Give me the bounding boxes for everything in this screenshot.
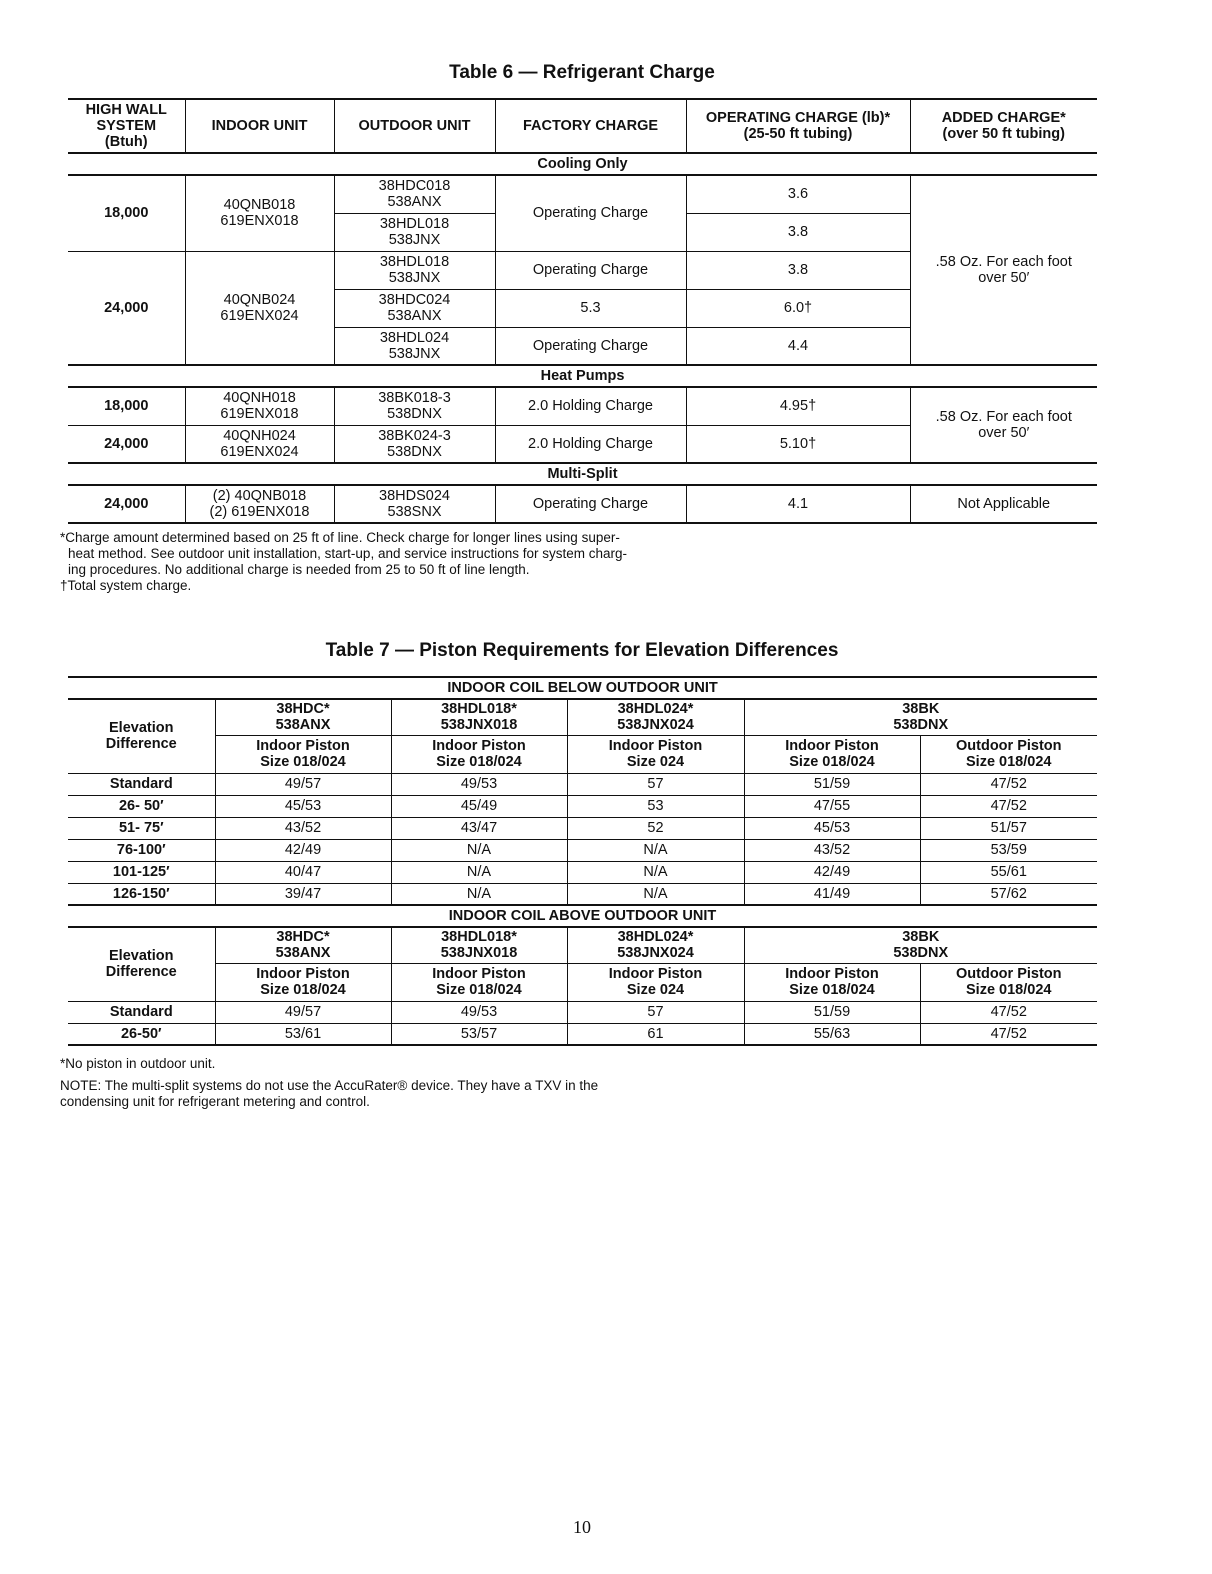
value-cell: 40/47: [215, 861, 391, 883]
model-header: [215, 927, 391, 963]
outdoor-unit: [334, 485, 495, 523]
table7-notes: [60, 1056, 780, 1110]
cell-line: 38HDC*: [276, 929, 330, 946]
indoor-unit: [185, 425, 334, 463]
value-cell: 42/49: [215, 839, 391, 861]
factory-charge: 2.0 Holding Charge: [495, 425, 686, 463]
cell-line: over 50′: [978, 270, 1030, 286]
header-line: SYSTEM: [96, 118, 157, 134]
section-cooling-only: Cooling Only: [68, 153, 1097, 175]
indoor-unit: [185, 251, 334, 365]
value-cell: 53/57: [391, 1023, 567, 1045]
note-line: †Total system charge.: [60, 578, 192, 593]
cell-line: 538ANX: [275, 945, 331, 962]
cell-line: 40QNB018: [223, 197, 296, 214]
value-cell: 57: [567, 773, 744, 795]
cell-line: Difference: [105, 736, 177, 753]
value-cell: 43/47: [391, 817, 567, 839]
cell-line: 38HDL018*: [441, 701, 517, 718]
system-18000: 18,000: [68, 387, 185, 425]
outdoor-unit: [334, 387, 495, 425]
cell-line: 538JNX024: [617, 717, 694, 734]
elevation-cell: 76-100′: [68, 839, 215, 861]
outdoor-unit: [334, 425, 495, 463]
cell-line: Indoor Piston: [432, 738, 526, 754]
header-line: (25-50 ft tubing): [743, 126, 853, 142]
cell-line: 538DNX: [387, 406, 442, 423]
cell-line: Size 018/024: [789, 754, 875, 770]
elevation-cell: Standard: [68, 773, 215, 795]
cell-line: 538DNX: [893, 945, 949, 962]
piston-header: [391, 963, 567, 1001]
value-cell: 55/63: [744, 1023, 920, 1045]
header-outdoor-unit: OUTDOOR UNIT: [334, 99, 495, 153]
value-cell: 45/49: [391, 795, 567, 817]
cell-line: 619ENX024: [220, 307, 299, 324]
value-cell: 43/52: [744, 839, 920, 861]
cell-line: 38HDL024: [379, 329, 450, 346]
elevation-cell: 51- 75′: [68, 817, 215, 839]
cell-line: over 50′: [978, 425, 1030, 441]
value-cell: 45/53: [744, 817, 920, 839]
cell-line: 40QNH024: [223, 427, 296, 444]
cell-line: 538DNX: [387, 443, 442, 460]
value-cell: 47/52: [920, 795, 1097, 817]
cell-line: 38BK024-3: [378, 427, 451, 444]
table-row: [68, 883, 1097, 905]
cell-line: Size 018/024: [789, 982, 875, 998]
value-cell: 52: [567, 817, 744, 839]
value-cell: 51/59: [744, 1001, 920, 1023]
cell-line: Size 018/024: [966, 982, 1052, 998]
system-24000: 24,000: [68, 251, 185, 365]
cell-line: Elevation: [109, 948, 174, 965]
indoor-unit: [185, 485, 334, 523]
model-header: [744, 927, 1097, 963]
cell-line: 538ANX: [275, 717, 331, 734]
cell-line: Outdoor Piston: [956, 966, 1062, 982]
value-cell: 49/53: [391, 1001, 567, 1023]
value-cell: 49/53: [391, 773, 567, 795]
operating-charge: 3.8: [686, 213, 910, 251]
value-cell: N/A: [391, 883, 567, 905]
header-added-charge: [910, 99, 1097, 153]
cell-line: 38HDS024: [379, 488, 450, 504]
factory-charge: Operating Charge: [495, 175, 686, 251]
section-multi-split: Multi-Split: [68, 463, 1097, 485]
cell-line: 38HDL024*: [617, 929, 694, 946]
value-cell: 43/52: [215, 817, 391, 839]
table-row: [68, 795, 1097, 817]
elevation-cell: 26-50′: [68, 1023, 215, 1045]
section-indoor-coil-below: INDOOR COIL BELOW OUTDOOR UNIT: [68, 677, 1097, 699]
note-line: condensing unit for refrigerant metering and control.: [60, 1094, 370, 1109]
elevation-cell: 126-150′: [112, 885, 170, 902]
cell-line: 619ENX018: [220, 213, 299, 230]
piston-header: [391, 735, 567, 773]
value-cell: 57/62: [920, 883, 1097, 905]
cell-line: 38HDL024*: [617, 701, 694, 718]
value-cell: N/A: [567, 861, 744, 883]
table-row: [68, 1001, 1097, 1023]
cell-line: Size 018/024: [260, 982, 346, 998]
value-cell: 53/59: [920, 839, 1097, 861]
refrigerant-charge-table: [68, 98, 1097, 524]
note-line: *Charge amount determined based on 25 ft of line. Check charge for longer lines using super-: [60, 530, 620, 545]
table-row: [68, 773, 1097, 795]
cell-line: Size 018/024: [260, 754, 346, 770]
elevation-cell: 26- 50′: [68, 795, 215, 817]
system-24000: 24,000: [68, 485, 185, 523]
piston-header: [567, 963, 744, 1001]
header-system: [68, 99, 185, 153]
cell-line: Size 018/024: [436, 754, 522, 770]
system-18000: 18,000: [68, 175, 185, 251]
factory-charge: 5.3: [495, 289, 686, 327]
value-cell: N/A: [567, 839, 744, 861]
table-row: [68, 861, 1097, 883]
cell-line: 40QNH018: [223, 390, 296, 407]
model-header: [567, 699, 744, 735]
value-cell: N/A: [567, 883, 744, 905]
model-header: [391, 927, 567, 963]
value-cell: 47/55: [744, 795, 920, 817]
piston-header: [744, 963, 920, 1001]
added-charge: [910, 175, 1097, 365]
cell-line: Difference: [105, 964, 177, 981]
operating-charge: 3.8: [686, 251, 910, 289]
value-cell: 47/52: [920, 773, 1097, 795]
header-indoor-unit: INDOOR UNIT: [185, 99, 334, 153]
elevation-difference-header: [68, 927, 215, 1001]
header-line: (Btuh): [104, 134, 148, 150]
added-charge: Not Applicable: [910, 485, 1097, 523]
cell-line: Indoor Piston: [608, 738, 703, 754]
piston-header: [215, 735, 391, 773]
outdoor-unit: [334, 175, 495, 213]
table6-notes: [60, 530, 780, 594]
cell-line: Indoor Piston: [432, 966, 526, 982]
outdoor-unit: [334, 289, 495, 327]
operating-charge: 5.10†: [686, 425, 910, 463]
factory-charge: Operating Charge: [495, 485, 686, 523]
indoor-unit: [185, 175, 334, 251]
note-line: heat method. See outdoor unit installation, start-up, and service instructions for system charg-: [68, 546, 628, 561]
cell-line: 38HDL018*: [441, 929, 517, 946]
table-row: [68, 1023, 1097, 1045]
cell-line: 619ENX018: [220, 406, 299, 423]
outdoor-unit: [334, 327, 495, 365]
value-cell: 42/49: [744, 861, 920, 883]
model-header: [744, 699, 1097, 735]
model-header: [391, 699, 567, 735]
operating-charge: 4.4: [686, 327, 910, 365]
cell-line: Indoor Piston: [256, 966, 350, 982]
header-operating-charge: [686, 99, 910, 153]
value-cell: 47/52: [920, 1023, 1097, 1045]
cell-line: .58 Oz. For each foot: [935, 254, 1072, 270]
header-line: OPERATING CHARGE (lb)*: [705, 110, 891, 126]
cell-line: 38BK: [902, 701, 940, 718]
factory-charge: Operating Charge: [495, 327, 686, 365]
table-row: [68, 839, 1097, 861]
value-cell: 51/57: [920, 817, 1097, 839]
cell-line: 38BK: [902, 929, 940, 946]
operating-charge: 6.0†: [686, 289, 910, 327]
page-number: 10: [573, 1517, 591, 1537]
value-cell: 61: [567, 1023, 744, 1045]
cell-line: 38HDL018: [379, 216, 450, 232]
value-cell: 51/59: [744, 773, 920, 795]
cell-line: 38BK018-3: [378, 390, 451, 407]
value-cell: 49/57: [215, 773, 391, 795]
elevation-difference-header: [68, 699, 215, 773]
cell-line: Indoor Piston: [256, 738, 350, 754]
cell-line: 40QNB024: [223, 291, 296, 308]
value-cell: 39/47: [215, 883, 391, 905]
cell-line: Indoor Piston: [608, 966, 703, 982]
piston-header: [567, 735, 744, 773]
cell-line: 538ANX: [387, 194, 442, 211]
cell-line: 538SNX: [387, 504, 442, 520]
header-factory-charge: FACTORY CHARGE: [495, 99, 686, 153]
cell-line: 619ENX024: [220, 443, 299, 460]
cell-line: 38HDC018: [378, 178, 451, 195]
note-line: NOTE: The multi-split systems do not use the AccuRater® device. They have a TXV in the: [60, 1078, 599, 1093]
value-cell: 53: [567, 795, 744, 817]
cell-line: 538JNX: [388, 345, 441, 362]
operating-charge: 4.1: [686, 485, 910, 523]
value-cell: N/A: [391, 861, 567, 883]
factory-charge: 2.0 Holding Charge: [495, 387, 686, 425]
cell-line: (2) 619ENX018: [209, 504, 310, 520]
cell-line: Size 018/024: [966, 754, 1052, 770]
model-header: [567, 927, 744, 963]
cell-line: Outdoor Piston: [956, 738, 1062, 754]
cell-line: Size 024: [626, 982, 685, 998]
outdoor-unit: [334, 213, 495, 251]
system-24000: 24,000: [104, 435, 149, 452]
cell-line: (2) 40QNB018: [212, 488, 307, 504]
table6-title: Table 6 — Refrigerant Charge: [449, 62, 715, 83]
factory-charge: Operating Charge: [495, 251, 686, 289]
piston-header: [920, 735, 1097, 773]
section-indoor-coil-above: INDOOR COIL ABOVE OUTDOOR UNIT: [68, 905, 1097, 927]
cell-line: Size 018/024: [436, 982, 522, 998]
piston-header: [215, 963, 391, 1001]
cell-line: 38HDL018: [379, 254, 450, 270]
cell-line: .58 Oz. For each foot: [935, 409, 1072, 425]
operating-charge: 3.6: [686, 175, 910, 213]
piston-header: [744, 735, 920, 773]
cell-line: 38HDC024: [378, 292, 451, 308]
piston-header: [920, 963, 1097, 1001]
elevation-cell: Standard: [68, 1001, 215, 1023]
value-cell: 55/61: [920, 861, 1097, 883]
section-heat-pumps: Heat Pumps: [68, 365, 1097, 387]
operating-charge: 4.95†: [686, 387, 910, 425]
model-header: [215, 699, 391, 735]
value-cell: N/A: [391, 839, 567, 861]
value-cell: 45/53: [215, 795, 391, 817]
header-line: HIGH WALL: [85, 102, 167, 118]
note-line: ing procedures. No additional charge is needed from 25 to 50 ft of line length.: [68, 562, 530, 577]
cell-line: 538DNX: [893, 717, 949, 734]
cell-line: Indoor Piston: [785, 738, 879, 754]
header-line: (over 50 ft tubing): [942, 126, 1065, 142]
added-charge: [910, 387, 1097, 463]
value-cell: 57: [567, 1001, 744, 1023]
table-row: [68, 817, 1097, 839]
note-line: *No piston in outdoor unit.: [60, 1056, 216, 1071]
cell-line: Size 024: [626, 754, 685, 770]
value-cell: 53/61: [215, 1023, 391, 1045]
value-cell: 47/52: [920, 1001, 1097, 1023]
value-cell: 49/57: [215, 1001, 391, 1023]
table7-title: Table 7 — Piston Requirements for Elevation Differences: [325, 640, 839, 661]
cell-line: 538JNX: [388, 232, 441, 248]
cell-line: Indoor Piston: [785, 966, 879, 982]
cell-line: 538JNX018: [440, 717, 518, 734]
cell-line: Elevation: [109, 720, 174, 737]
cell-line: 538JNX: [388, 270, 441, 286]
piston-requirements-table: [68, 676, 1097, 1046]
header-line: ADDED CHARGE*: [941, 110, 1066, 126]
cell-line: 538JNX018: [440, 945, 518, 962]
outdoor-unit: [334, 251, 495, 289]
cell-line: 538JNX024: [617, 945, 694, 962]
indoor-unit: [185, 387, 334, 425]
value-cell: 41/49: [744, 883, 920, 905]
elevation-cell: 101-125′: [68, 861, 215, 883]
cell-line: 38HDC*: [276, 701, 330, 718]
cell-line: 538ANX: [387, 308, 442, 324]
